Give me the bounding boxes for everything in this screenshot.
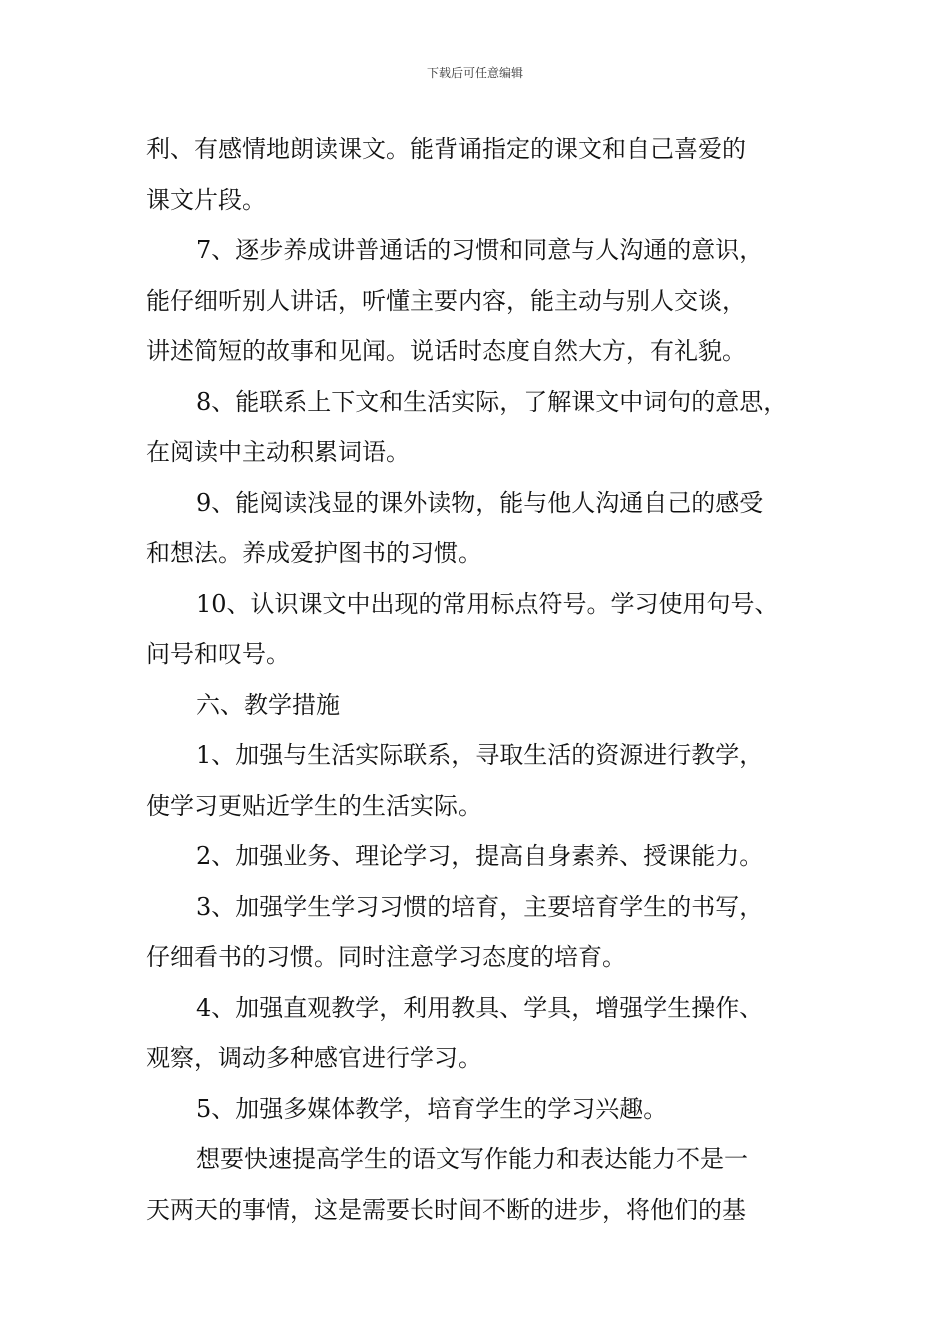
- text-line: 利、有感情地朗读课文。能背诵指定的课文和自己喜爱的: [146, 135, 746, 163]
- text-line: 问号和叹号。: [146, 640, 290, 668]
- closing-paragraph: 想要快速提高学生的语文写作能力和表达能力不是一: [196, 1145, 748, 1173]
- page-header: 下载后可任意编辑: [426, 66, 523, 80]
- text-line: 使学习更贴近学生的生活实际。: [146, 791, 482, 820]
- text-line: 能仔细听别人讲话，听懂主要内容，能主动与别人交谈，: [146, 286, 746, 315]
- text-line: 仔细看书的习惯。同时注意学习态度的培育。: [146, 943, 626, 971]
- list-item-8: 8、能联系上下文和生活实际，了解课文中词句的意思，: [196, 387, 788, 416]
- text-line: 课文片段。: [146, 185, 266, 214]
- measure-item-4: 4、加强直观教学，利用教具、学具，增强学生操作、: [196, 993, 764, 1022]
- document-body: [146, 124, 826, 1235]
- measure-item-1: 1、加强与生活实际联系，寻取生活的资源进行教学，: [196, 741, 764, 769]
- text-line: 在阅读中主动积累词语。: [146, 438, 410, 466]
- measure-item-2: 2、加强业务、理论学习，提高自身素养、授课能力。: [196, 842, 764, 870]
- text-line: 天两天的事情，这是需要长时间不断的进步，将他们的基: [146, 1195, 746, 1224]
- list-item-9: 9、能阅读浅显的课外读物，能与他人沟通自己的感受: [196, 488, 764, 517]
- text-line: 讲述简短的故事和见闻。说话时态度自然大方，有礼貌。: [146, 337, 746, 365]
- section-heading: 六、教学措施: [196, 690, 340, 719]
- list-item-7: 7、逐步养成讲普通话的习惯和同意与人沟通的意识，: [196, 236, 764, 264]
- text-line: 和想法。养成爱护图书的习惯。: [146, 539, 482, 567]
- text-line: 观察，调动多种感官进行学习。: [146, 1044, 482, 1072]
- measure-item-3: 3、加强学生学习习惯的培育，主要培育学生的书写，: [196, 892, 764, 921]
- list-item-10: 10、认识课文中出现的常用标点符号。学习使用句号、: [196, 589, 779, 618]
- measure-item-5: 5、加强多媒体教学，培育学生的学习兴趣。: [196, 1094, 668, 1123]
